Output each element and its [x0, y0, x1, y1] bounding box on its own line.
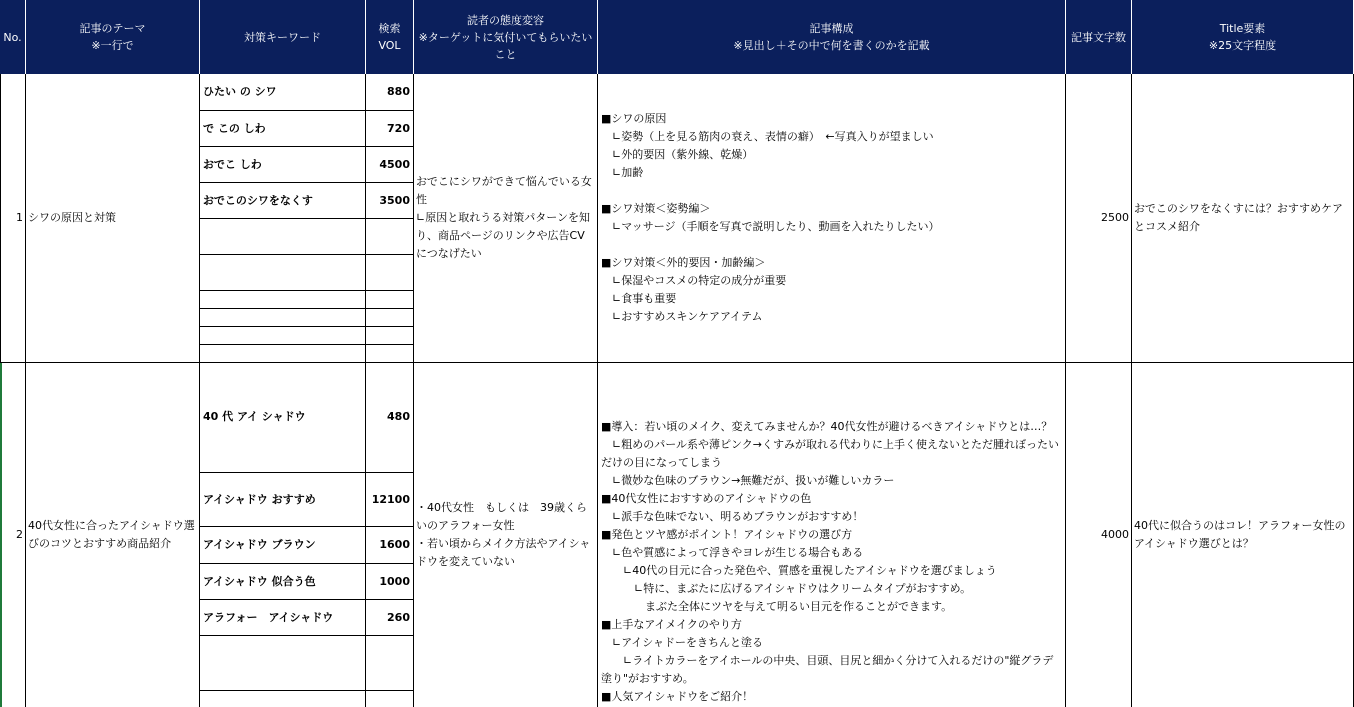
- row2-title[interactable]: [1132, 363, 1354, 707]
- row1-no[interactable]: [0, 74, 26, 363]
- keyword-text: アイシャドウ ブラウン: [203, 538, 316, 551]
- row2-vol-1[interactable]: [366, 363, 414, 473]
- row1-theme-text: シワの原因と対策: [28, 211, 116, 224]
- header-no[interactable]: [0, 0, 26, 74]
- row2-vol-4[interactable]: [366, 564, 414, 600]
- header-no-label: No.: [3, 30, 22, 44]
- row1-vol-empty-4[interactable]: [366, 309, 414, 327]
- vol-value: 1600: [379, 538, 410, 551]
- row2-keyword-1[interactable]: [200, 363, 366, 473]
- row1-keyword-3[interactable]: [200, 147, 366, 183]
- row1-vol-empty-1[interactable]: [366, 219, 414, 255]
- row1-no-value: 1: [16, 211, 23, 224]
- row1-keyword-empty-4[interactable]: [200, 309, 366, 327]
- vol-value: 1000: [379, 574, 410, 588]
- row2-no-value: 2: [16, 528, 23, 541]
- keyword-text: おでこのシワをなくす: [203, 193, 313, 207]
- row2-structure-text: ■導入：若い頃のメイク、変えてみませんか？40代女性が避けるべきアイシャドウとは…？ ∟粗めのパール系や薄ピンク→くすみが取れる代わりに上手く使えないとただ腫れぼったい だけの目になってしまう ∟微妙な色味のブラウン→無難だが、扱いが難しいカラー ■40代女性におすすめのアイシャドウの色 ∟派手な色味でない、明るめブラウンがおすすめ！ ■発色とツヤ感がポイント！アイシャドウの選び方 ∟色や質感によって浮きやヨレが生じる場合もある ∟40代の目元に合った発色や、質感を重視したアイシャドウを選びましょう ∟特に、まぶたに広げるアイシャドウはクリームタイプがおすすめ。 まぶた全体にツヤを与えて明るい目元を作ることができます。 ■上手なアイメイクのやり方 ∟アイシャドーをきちんと塗る ∟ライトカラーをアイホールの中央、目頭、目尻と細かく分けて入れるだけの"縦グラデ 塗り"がおすすめ。 ■人気アイシャドウをご紹介！: [601, 420, 1059, 703]
- vol-value: 12100: [371, 492, 410, 506]
- row2-vol-2[interactable]: [366, 473, 414, 527]
- keyword-text: 40 代 アイ シャドウ: [203, 410, 306, 423]
- row1-theme[interactable]: [26, 74, 200, 363]
- header-structure-label: 記事構成 ※見出し＋その中で何を書くのかを記載: [733, 22, 930, 52]
- row1-title[interactable]: [1132, 74, 1354, 363]
- vol-value: 880: [387, 85, 410, 98]
- row1-keyword-4[interactable]: [200, 183, 366, 219]
- row1-vol-1[interactable]: [366, 74, 414, 111]
- vol-value: 260: [387, 610, 410, 624]
- vol-value: 720: [387, 121, 410, 135]
- row1-keyword-empty-1[interactable]: [200, 219, 366, 255]
- header-chars-label: 記事文字数: [1071, 30, 1126, 44]
- keyword-text: アイシャドウ おすすめ: [203, 492, 316, 506]
- row1-chars[interactable]: [1066, 74, 1132, 363]
- row1-vol-2[interactable]: [366, 111, 414, 147]
- row2-vol-3[interactable]: [366, 527, 414, 564]
- header-title[interactable]: [1132, 0, 1354, 74]
- header-chars[interactable]: [1066, 0, 1132, 74]
- header-theme-label: 記事のテーマ ※一行で: [79, 22, 146, 52]
- header-title-label: Title要素 ※25文字程度: [1208, 22, 1277, 52]
- row1-structure[interactable]: [598, 74, 1066, 363]
- row1-keyword-empty-5[interactable]: [200, 327, 366, 345]
- row1-vol-3[interactable]: [366, 147, 414, 183]
- row2-theme-text: 40代女性に合ったアイシャドウ選 びのコツとおすすめ商品紹介: [28, 519, 195, 550]
- row1-keyword-empty-3[interactable]: [200, 291, 366, 309]
- keyword-text: おでこ しわ: [203, 157, 262, 171]
- row1-structure-text: ■シワの原因 ∟姿勢（上を見る筋肉の衰え、表情の癖） ←写真入りが望ましい ∟外的要因（紫外線、乾燥） ∟加齢 ■シワ対策＜姿勢編＞ ∟マッサージ（手順を写真で説明したり、動画を入れたりしたい） ■シワ対策＜外的要因・加齢編＞ ∟保湿やコスメの特定の成分が重要 ∟食事も重要 ∟おすすめスキンケアアイテム: [601, 112, 940, 323]
- row1-keyword-empty-2[interactable]: [200, 255, 366, 291]
- keyword-text: アイシャドウ 似合う色: [203, 574, 316, 588]
- row2-keyword-3[interactable]: [200, 527, 366, 564]
- row1-chars-value: 2500: [1101, 211, 1129, 224]
- row1-vol-empty-2[interactable]: [366, 255, 414, 291]
- row2-chars-value: 4000: [1101, 528, 1129, 541]
- row2-reader-text: ・40代女性 もしくは 39歳くら いのアラフォー女性 ・若い頃からメイク方法やアイシャ ドウを変えていない: [416, 501, 591, 568]
- row2-title-text: 40代に似合うのはコレ！アラフォー女性の アイシャドウ選びとは？: [1134, 519, 1346, 550]
- header-keyword-label: 対策キーワード: [244, 30, 321, 44]
- row2-structure[interactable]: [598, 363, 1066, 707]
- row2-reader[interactable]: [414, 363, 598, 707]
- header-vol[interactable]: [366, 0, 414, 74]
- row1-vol-4[interactable]: [366, 183, 414, 219]
- header-structure[interactable]: [598, 0, 1066, 74]
- row2-keyword-2[interactable]: [200, 473, 366, 527]
- row1-vol-empty-6[interactable]: [366, 345, 414, 363]
- row2-vol-empty-1[interactable]: [366, 636, 414, 691]
- keyword-text: アラフォー アイシャドウ: [203, 610, 334, 624]
- row2-keyword-5[interactable]: [200, 600, 366, 636]
- vol-value: 3500: [379, 193, 410, 207]
- row1-reader-text: おでこにシワができて悩んでいる女 性 ∟原因と取れうる対策パターンを知 り、商品ページのリンクや広告CV につなげたい: [416, 175, 592, 260]
- row1-keyword-1[interactable]: [200, 74, 366, 111]
- vol-value: 480: [387, 410, 410, 423]
- header-keyword[interactable]: [200, 0, 366, 74]
- row2-keyword-empty-1[interactable]: [200, 636, 366, 691]
- row2-theme[interactable]: [26, 363, 200, 707]
- row2-vol-5[interactable]: [366, 600, 414, 636]
- row1-vol-empty-5[interactable]: [366, 327, 414, 345]
- row2-chars[interactable]: [1066, 363, 1132, 707]
- keyword-text: ひたい の シワ: [203, 85, 277, 98]
- header-reader[interactable]: [414, 0, 598, 74]
- keyword-text: で この しわ: [203, 121, 266, 135]
- row1-keyword-2[interactable]: [200, 111, 366, 147]
- row2-no[interactable]: [0, 363, 26, 707]
- row1-reader[interactable]: [414, 74, 598, 363]
- header-reader-label: 読者の態度変容 ※ターゲットに気付いてもらいたい こと: [418, 13, 593, 61]
- row1-title-text: おでこのシワをなくすには？おすすめケア とコスメ紹介: [1134, 202, 1343, 233]
- row2-vol-empty-2[interactable]: [366, 691, 414, 707]
- row1-vol-empty-3[interactable]: [366, 291, 414, 309]
- vol-value: 4500: [379, 157, 410, 171]
- header-vol-label: 検索 VOL: [378, 22, 401, 52]
- header-theme[interactable]: [26, 0, 200, 74]
- row1-keyword-empty-6[interactable]: [200, 345, 366, 363]
- row2-keyword-empty-2[interactable]: [200, 691, 366, 707]
- row2-keyword-4[interactable]: [200, 564, 366, 600]
